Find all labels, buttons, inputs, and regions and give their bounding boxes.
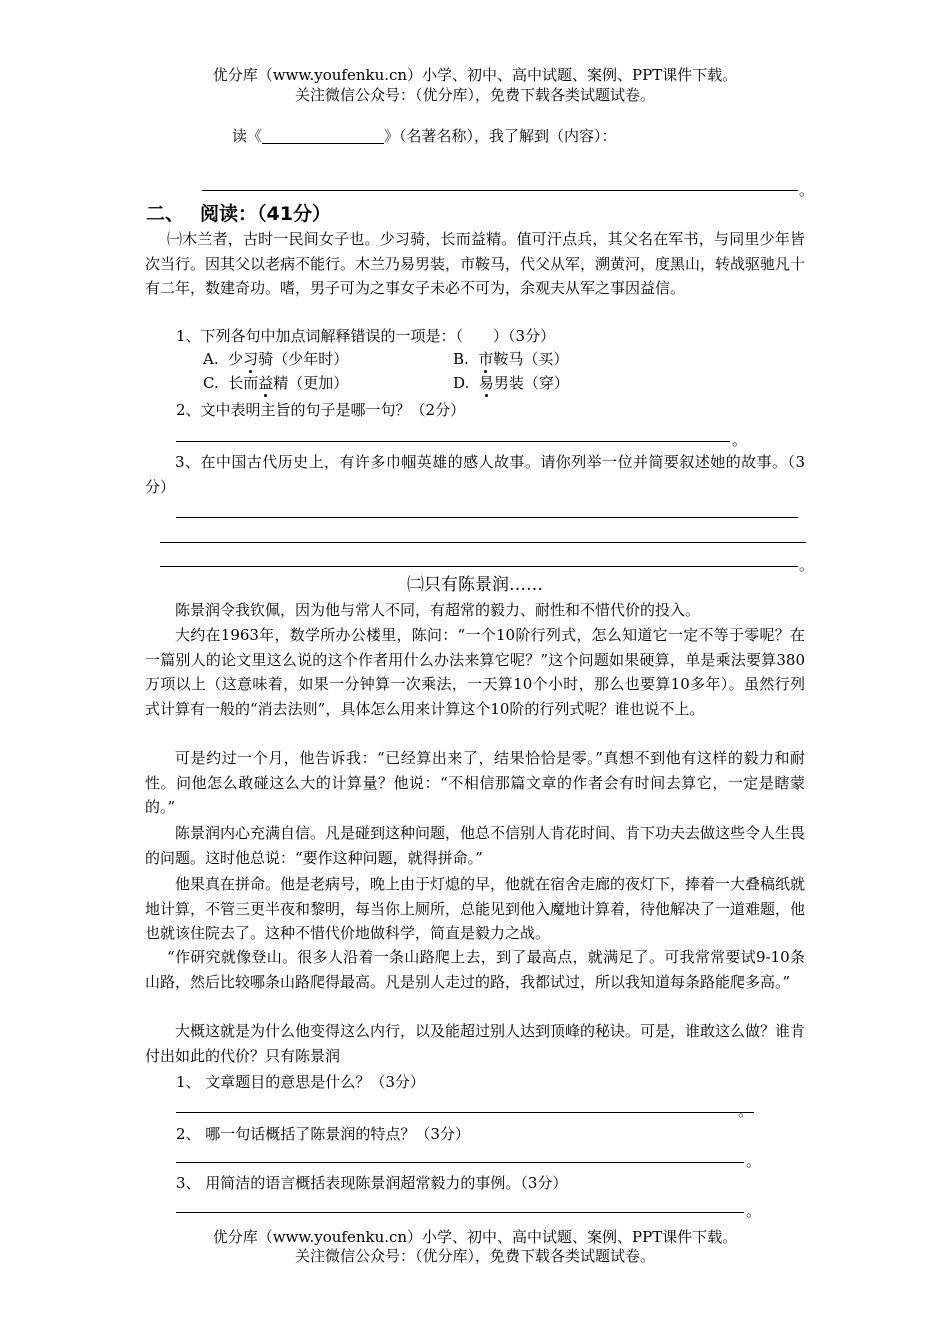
passage1-body: 木兰者，古时一民间女子也。少习骑，长而益精。值可汗点兵，其父名在军书，与同里少年皆次当行。因其父以老病不能行。木兰乃易男装，市鞍马，代父从军，溯黄河，度黑山，转战驱驰凡十有二年，数建奇功。嗜，男子可为之事女子未必不可为，余观夫从军之事因益信。 — [145, 230, 806, 298]
passage2-title: ㈡只有陈景润…… — [407, 575, 543, 595]
end-mark: 。 — [746, 1202, 762, 1220]
answer-line — [202, 190, 798, 191]
section-title: 阅读：（41分） — [200, 203, 331, 225]
p2-question-2: 2、 哪一句话概括了陈景润的特点？（3分） — [176, 1125, 470, 1143]
header-line-1: 优分库（www.youfenku.cn）小学、初中、高中试题、案例、PPT课件下载。 — [212, 66, 738, 84]
answer-line — [176, 517, 798, 518]
option-d: D. 易男装（穿） — [453, 374, 569, 392]
option-a: A. 少习骑（少年时） — [203, 350, 349, 368]
passage2-paragraph-4: 陈景润内心充满自信。凡是碰到这种问题，他总不信别人肯花时间、肯下功夫去做这些令人生畏的问题。这时他总说：“要作这种问题，就得拼命。” — [145, 824, 806, 867]
header-line-2: 关注微信公众号：（优分库），免费下载各类试题试卷。 — [294, 86, 655, 104]
footer-line-1: 优分库（www.youfenku.cn）小学、初中、高中试题、案例、PPT课件下载。 — [212, 1228, 738, 1246]
book-title-blank — [262, 128, 384, 144]
passage1-text — [145, 227, 805, 301]
footer-line-2: 关注微信公众号：（优分库），免费下载各类试题试卷。 — [294, 1247, 655, 1265]
section-number: 二、 — [146, 203, 185, 225]
end-mark: 。 — [738, 1102, 754, 1120]
reading-prompt-prefix: 读《 — [232, 127, 263, 145]
end-mark: 。 — [799, 556, 815, 574]
p2-question-1: 1、 文章题目的意思是什么？（3分） — [176, 1073, 425, 1091]
passage2-paragraph-1: 陈景润令我钦佩，因为他与常人不同，有超常的毅力、耐性和不惜代价的投入。 — [175, 601, 701, 619]
answer-line — [176, 1212, 744, 1213]
answer-line — [160, 542, 806, 543]
end-mark: 。 — [799, 181, 815, 199]
end-mark: 。 — [732, 431, 748, 449]
reading-prompt-suffix: 》（名著名称），我了解到（内容）： — [384, 127, 617, 145]
passage2-paragraph-6: “作研究就像登山。很多人沿着一条山路爬上去，到了最高点，就满足了。可我常常要试9-10条山路，然后比较哪条山路爬得最高。凡是别人走过的路，我都试过，所以我知道每条路能爬多高。” — [145, 948, 805, 991]
passage2-paragraph-5: 他果真在拼命。他是老病号，晚上由于灯熄的早，他就在宿舍走廊的夜灯下，捧着一大叠稿纸就地计算，不管三更半夜和黎明，每当你上厕所，总能见到他入魔地计算着，待他解决了一道难题，他也就该住院去了。这种不惜代价地做科学，简直是毅力之战。 — [145, 875, 806, 943]
p1-question-1: 1、下列各句中加点词解释错误的一项是：（ ）（3分） — [176, 327, 556, 345]
passage2-paragraph-3: 可是约过一个月，他告诉我：“已经算出来了，结果恰恰是零。”真想不到他有这样的毅力和耐性。问他怎么敢碰这么大的计算量？他说：“不相信那篇文章的作者会有时间去算它，一定是瞎蒙的。” — [145, 749, 805, 817]
passage2-paragraph-2: 大约在1963年，数学所办公楼里，陈问：“一个10阶行列式，怎么知道它一定不等于零呢？在一篇别人的论文里这么说的这个作者用什么办法来算它呢？”这个问题如果硬算，单是乘法要算380万项以上（这意味着，如果一分钟算一次乘法，一天算10个小时，那么也要算10多年）。虽然行列式计算有一般的“消去法则”，具体怎么用来计算这个10阶的行列式呢？谁也说不上。 — [145, 626, 805, 718]
p2-question-3: 3、 用简洁的语言概括表现陈景润超常毅力的事例。（3分） — [176, 1174, 568, 1192]
answer-line — [160, 566, 798, 567]
reading-prompt — [232, 124, 617, 148]
answer-line — [176, 1162, 744, 1163]
answer-line — [176, 441, 730, 442]
end-mark: 。 — [746, 1152, 762, 1170]
p1-question-2: 2、文中表明主旨的句子是哪一句？（2分） — [176, 401, 466, 419]
option-b: B. 市鞍马（买） — [453, 350, 569, 368]
passage2-paragraph-7: 大概这就是为什么他变得这么内行，以及能超过别人达到顶峰的秘诀。可是，谁敢这么做？谁肯付出如此的代价？只有陈景润 — [145, 1022, 806, 1065]
answer-line — [176, 1112, 754, 1113]
p1-question-3: 3、在中国古代历史上，有许多巾帼英雄的感人故事。请你列举一位并简要叙述她的故事。（3分） — [145, 453, 805, 496]
option-c: C. 长而益精（更加） — [203, 374, 349, 392]
passage1-label: ㈠ — [167, 230, 183, 248]
